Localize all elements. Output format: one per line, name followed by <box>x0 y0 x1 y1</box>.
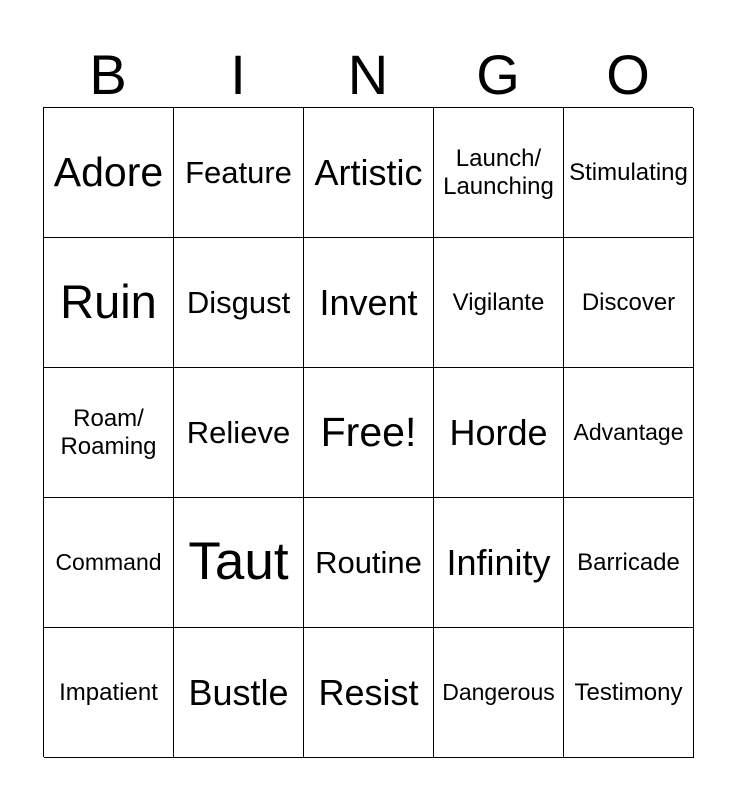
bingo-cell-g1[interactable]: Launch/ Launching <box>434 108 564 238</box>
bingo-header <box>43 44 693 106</box>
bingo-cell-free[interactable]: Free! <box>304 368 434 498</box>
bingo-cell-i2[interactable]: Disgust <box>174 238 304 368</box>
header-letter-o: O <box>606 43 650 106</box>
bingo-cell-i1[interactable]: Feature <box>174 108 304 238</box>
bingo-cell-o2[interactable]: Discover <box>564 238 694 368</box>
header-letter-n: N <box>347 43 389 106</box>
bingo-cell-o4[interactable]: Barricade <box>564 498 694 628</box>
header-letter-i: I <box>230 43 246 106</box>
header-letter-b: B <box>89 43 127 106</box>
bingo-cell-b4[interactable]: Command <box>44 498 174 628</box>
bingo-cell-o3[interactable]: Advantage <box>564 368 694 498</box>
bingo-cell-b2[interactable]: Ruin <box>44 238 174 368</box>
bingo-cell-n2[interactable]: Invent <box>304 238 434 368</box>
bingo-cell-g4[interactable]: Infinity <box>434 498 564 628</box>
bingo-cell-n5[interactable]: Resist <box>304 628 434 758</box>
bingo-cell-o5[interactable]: Testimony <box>564 628 694 758</box>
bingo-card-grid <box>43 107 693 757</box>
bingo-cell-o1[interactable]: Stimulating <box>564 108 694 238</box>
bingo-cell-b1[interactable]: Adore <box>44 108 174 238</box>
bingo-cell-i3[interactable]: Relieve <box>174 368 304 498</box>
bingo-cell-g2[interactable]: Vigilante <box>434 238 564 368</box>
bingo-cell-i5[interactable]: Bustle <box>174 628 304 758</box>
bingo-cell-g5[interactable]: Dangerous <box>434 628 564 758</box>
bingo-cell-i4[interactable]: Taut <box>174 498 304 628</box>
bingo-cell-n1[interactable]: Artistic <box>304 108 434 238</box>
bingo-cell-n4[interactable]: Routine <box>304 498 434 628</box>
header-letter-g: G <box>476 43 520 106</box>
bingo-cell-g3[interactable]: Horde <box>434 368 564 498</box>
bingo-cell-b3[interactable]: Roam/ Roaming <box>44 368 174 498</box>
bingo-cell-b5[interactable]: Impatient <box>44 628 174 758</box>
